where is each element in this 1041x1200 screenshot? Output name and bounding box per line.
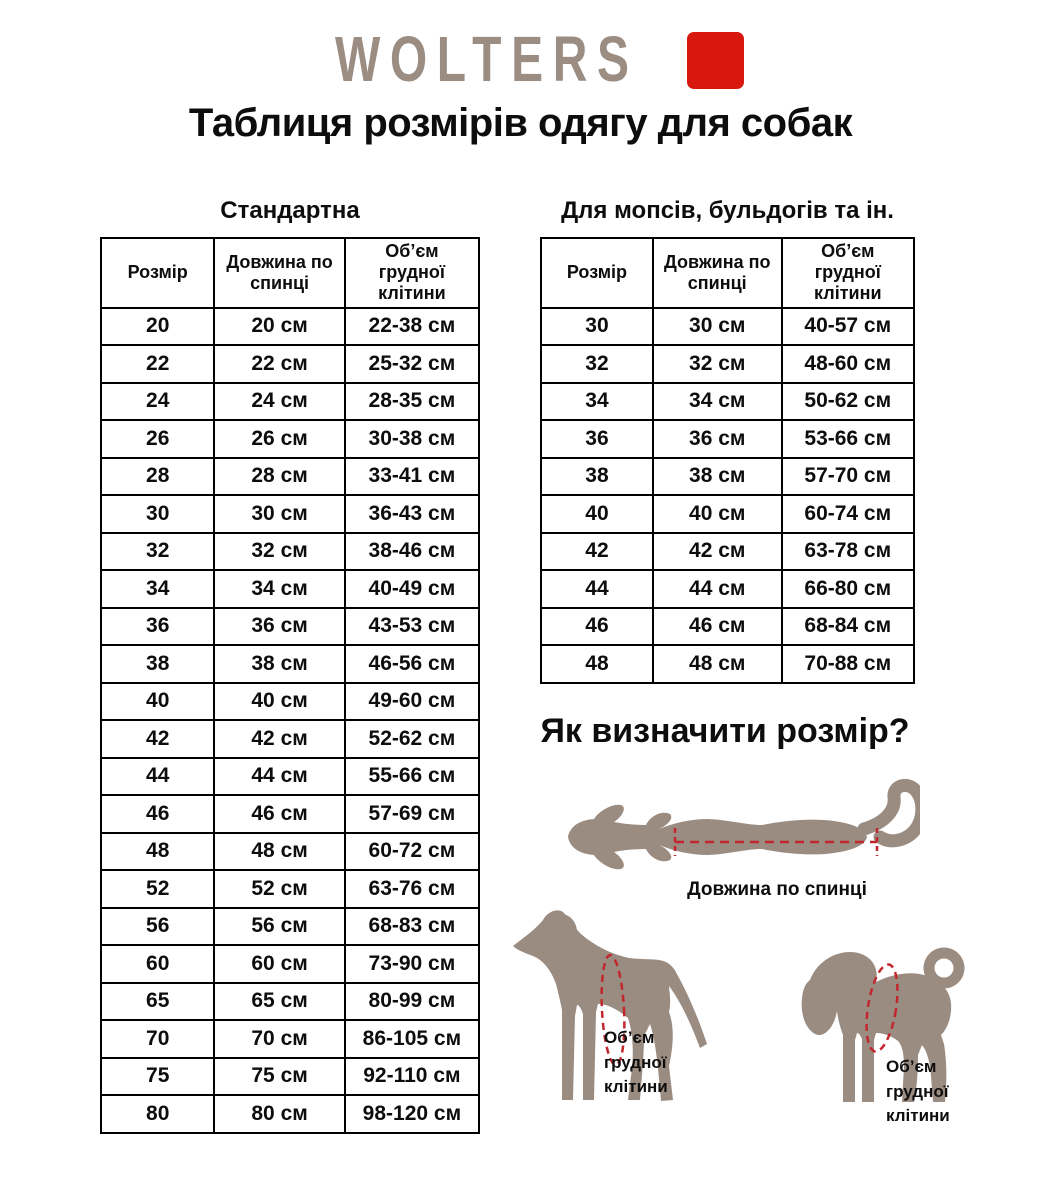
size-cell: 98-120 см <box>345 1095 479 1133</box>
size-cell: 40 см <box>653 495 782 533</box>
size-cell: 40 <box>541 495 653 533</box>
size-row <box>541 308 914 346</box>
size-row <box>541 645 914 683</box>
size-cell: 46 <box>541 608 653 646</box>
column-header: Довжина по спинці <box>214 238 344 308</box>
size-cell: 43-53 см <box>345 608 479 646</box>
size-cell: 52 <box>101 870 214 908</box>
size-row <box>101 383 479 421</box>
size-cell: 49-60 см <box>345 683 479 721</box>
size-cell: 26 см <box>214 420 344 458</box>
size-cell: 34 <box>101 570 214 608</box>
size-cell: 68-83 см <box>345 908 479 946</box>
size-row <box>101 495 479 533</box>
size-cell: 40-57 см <box>782 308 914 346</box>
size-cell: 80 см <box>214 1095 344 1133</box>
brand-logo-red-square <box>687 32 744 89</box>
size-cell: 32 <box>101 533 214 571</box>
size-cell: 20 см <box>214 308 344 346</box>
size-row <box>101 345 479 383</box>
size-cell: 24 см <box>214 383 344 421</box>
column-header: Об’єм грудної клітини <box>345 238 479 308</box>
size-cell: 57-70 см <box>782 458 914 496</box>
size-cell: 52 см <box>214 870 344 908</box>
size-cell: 44 <box>541 570 653 608</box>
size-row <box>101 608 479 646</box>
size-cell: 46-56 см <box>345 645 479 683</box>
size-cell: 34 см <box>653 383 782 421</box>
size-cell: 44 <box>101 758 214 796</box>
size-cell: 86-105 см <box>345 1020 479 1058</box>
size-row <box>101 720 479 758</box>
size-row <box>101 758 479 796</box>
size-cell: 65 см <box>214 983 344 1021</box>
size-row <box>541 420 914 458</box>
size-row <box>541 458 914 496</box>
size-cell: 48 см <box>214 833 344 871</box>
table-header-row <box>101 238 479 308</box>
size-cell: 25-32 см <box>345 345 479 383</box>
size-row <box>101 795 479 833</box>
size-cell: 44 см <box>653 570 782 608</box>
size-cell: 73-90 см <box>345 945 479 983</box>
size-cell: 36-43 см <box>345 495 479 533</box>
size-cell: 34 <box>541 383 653 421</box>
size-cell: 24 <box>101 383 214 421</box>
column-header: Розмір <box>101 238 214 308</box>
size-cell: 60 см <box>214 945 344 983</box>
size-cell: 46 см <box>214 795 344 833</box>
pugs-size-table <box>540 237 915 684</box>
size-cell: 52-62 см <box>345 720 479 758</box>
size-cell: 32 см <box>653 345 782 383</box>
size-row <box>101 945 479 983</box>
size-row <box>101 308 479 346</box>
size-cell: 57-69 см <box>345 795 479 833</box>
pugs-table-title: Для мопсів, бульдогів та ін. <box>561 197 894 224</box>
size-cell: 30-38 см <box>345 420 479 458</box>
size-cell: 42 см <box>214 720 344 758</box>
size-cell: 36 см <box>653 420 782 458</box>
size-cell: 40 см <box>214 683 344 721</box>
size-cell: 22 см <box>214 345 344 383</box>
size-row <box>541 533 914 571</box>
size-cell: 36 см <box>214 608 344 646</box>
chest-girth-label-right: Об’єм грудної клітини <box>886 1057 950 1126</box>
size-cell: 60 <box>101 945 214 983</box>
size-cell: 30 <box>541 308 653 346</box>
size-row <box>101 1058 479 1096</box>
size-cell: 46 см <box>653 608 782 646</box>
size-row <box>101 833 479 871</box>
size-cell: 40-49 см <box>345 570 479 608</box>
size-cell: 60-74 см <box>782 495 914 533</box>
pug-curled-tail <box>929 953 959 983</box>
size-row <box>541 345 914 383</box>
size-cell: 42 см <box>653 533 782 571</box>
size-cell: 75 см <box>214 1058 344 1096</box>
size-cell: 60-72 см <box>345 833 479 871</box>
size-row <box>101 570 479 608</box>
size-row <box>541 495 914 533</box>
size-cell: 63-78 см <box>782 533 914 571</box>
size-cell: 68-84 см <box>782 608 914 646</box>
table-header-row <box>541 238 914 308</box>
size-row <box>101 983 479 1021</box>
size-cell: 46 <box>101 795 214 833</box>
size-cell: 28 см <box>214 458 344 496</box>
size-cell: 70-88 см <box>782 645 914 683</box>
size-cell: 42 <box>101 720 214 758</box>
size-cell: 38 <box>101 645 214 683</box>
size-cell: 38 <box>541 458 653 496</box>
size-row <box>101 533 479 571</box>
size-row <box>541 570 914 608</box>
size-row <box>101 420 479 458</box>
dog-tail <box>864 785 920 840</box>
size-row <box>101 870 479 908</box>
size-cell: 36 <box>101 608 214 646</box>
size-cell: 70 см <box>214 1020 344 1058</box>
size-cell: 70 <box>101 1020 214 1058</box>
page-title: Таблиця розмірів одягу для собак <box>188 101 853 145</box>
size-cell: 38-46 см <box>345 533 479 571</box>
size-row <box>101 458 479 496</box>
size-cell: 33-41 см <box>345 458 479 496</box>
size-cell: 34 см <box>214 570 344 608</box>
size-cell: 40 <box>101 683 214 721</box>
size-cell: 48 <box>541 645 653 683</box>
standard-size-table <box>100 237 480 1134</box>
size-cell: 32 <box>541 345 653 383</box>
column-header: Довжина по спинці <box>653 238 782 308</box>
size-cell: 26 <box>101 420 214 458</box>
size-cell: 22-38 см <box>345 308 479 346</box>
size-cell: 48 см <box>653 645 782 683</box>
size-cell: 53-66 см <box>782 420 914 458</box>
size-cell: 36 <box>541 420 653 458</box>
size-cell: 66-80 см <box>782 570 914 608</box>
size-cell: 38 см <box>653 458 782 496</box>
size-cell: 55-66 см <box>345 758 479 796</box>
size-cell: 50-62 см <box>782 383 914 421</box>
size-cell: 80-99 см <box>345 983 479 1021</box>
size-cell: 28 <box>101 458 214 496</box>
size-cell: 48 <box>101 833 214 871</box>
size-row <box>541 608 914 646</box>
size-row <box>541 383 914 421</box>
size-cell: 20 <box>101 308 214 346</box>
size-cell: 30 <box>101 495 214 533</box>
size-cell: 22 <box>101 345 214 383</box>
size-cell: 80 <box>101 1095 214 1133</box>
chest-girth-label-left: Об’єм грудної клітини <box>604 1028 668 1097</box>
dog-top-view-silhouette <box>562 779 920 882</box>
brand-logo-text: WOLTERS <box>335 23 639 95</box>
standard-table-title: Стандартна <box>220 197 360 224</box>
size-cell: 32 см <box>214 533 344 571</box>
size-cell: 30 см <box>653 308 782 346</box>
brand-logo <box>0 23 1041 95</box>
size-cell: 30 см <box>214 495 344 533</box>
size-row <box>101 683 479 721</box>
back-length-label: Довжина по спинці <box>687 879 867 900</box>
size-cell: 28-35 см <box>345 383 479 421</box>
size-row <box>101 645 479 683</box>
size-cell: 42 <box>541 533 653 571</box>
size-cell: 48-60 см <box>782 345 914 383</box>
size-row <box>101 908 479 946</box>
size-cell: 92-110 см <box>345 1058 479 1096</box>
size-cell: 44 см <box>214 758 344 796</box>
size-cell: 75 <box>101 1058 214 1096</box>
size-cell: 65 <box>101 983 214 1021</box>
column-header: Розмір <box>541 238 653 308</box>
size-row <box>101 1020 479 1058</box>
size-cell: 56 см <box>214 908 344 946</box>
size-cell: 38 см <box>214 645 344 683</box>
size-cell: 63-76 см <box>345 870 479 908</box>
howto-title: Як визначити розмір? <box>540 712 910 750</box>
size-cell: 56 <box>101 908 214 946</box>
size-row <box>101 1095 479 1133</box>
column-header: Об’єм грудної клітини <box>782 238 914 308</box>
